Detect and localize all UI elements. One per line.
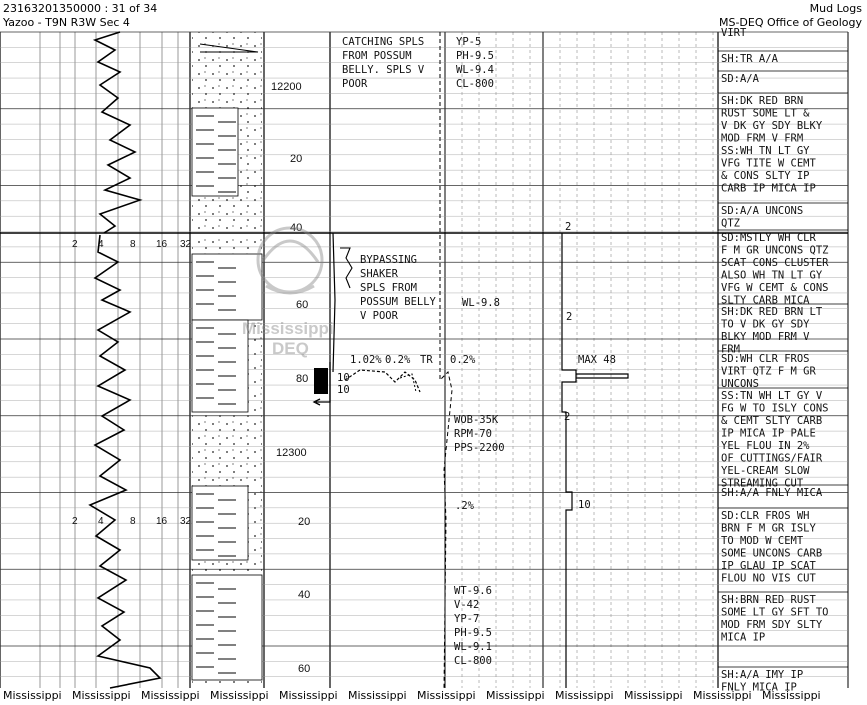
footer-label: Mississippi [417,689,476,702]
description-6-line-6: SLTY CARB MICA [721,294,810,307]
depth-label-5: 80 [296,373,309,385]
description-5-line-1: SD:A/A UNCONS [721,205,804,217]
description-9-line-7: YEL-CREAM SLOW [721,465,810,477]
description-9-line-1: SS:TN WH LT GY V [721,390,823,402]
bypass-squiggle [340,248,352,288]
scale-mid-4: 4 [98,516,104,527]
core-mark-2: 10 [337,384,350,396]
drill-params-1: WOB-35K [454,414,499,426]
description-11-line-6: FLOU NO VIS CUT [721,572,816,585]
description-4-line-3: V DK GY SDY BLKY [721,120,823,132]
gas-reading-3: TR [420,354,433,366]
mud-props-1-2: PH-9.5 [456,50,494,62]
gas-tick-3: 2 [564,411,571,423]
note-bypassing-4: POSSUM BELLY [360,296,436,308]
description-1-line-1: VIRT [721,27,747,39]
description-4-line-4: MOD FRM V FRM [721,132,804,145]
gas-reading-2: 0.2% [385,354,411,366]
mud-props-2: WL-9.8 [462,297,500,309]
description-8-line-1: SD:WH CLR FROS [721,353,810,365]
scale-top-16: 16 [156,239,168,250]
footer-label: Mississippi [72,689,131,702]
location-label: Yazoo - T9N R3W Sec 4 [3,16,130,29]
description-6-line-1: SD:MSTLY WH CLR [721,232,816,244]
description-11-line-1: SD:CLR FROS WH [721,510,810,522]
drill-params-3: PPS-2200 [454,442,505,454]
description-7-line-3: BLKY MOD FRM V [721,331,810,343]
description-11-line-3: TO MOD W CEMT [721,535,804,547]
rop-trace-lower [90,235,160,688]
description-4-line-6: VFG TITE W CEMT [721,157,816,170]
depth-label-4: 60 [296,299,309,311]
description-7-line-4: FRM [721,343,740,356]
watermark-seal [258,228,322,292]
mud-props-3-5: WL-9.1 [454,641,492,653]
depth-label-7: 20 [298,516,311,528]
description-6-line-2: F M GR UNCONS QTZ [721,244,829,257]
footer-label: Mississippi [486,689,545,702]
lithology-column [192,32,262,683]
description-8-line-2: VIRT QTZ F M GR [721,365,816,378]
gas-reading-4: 0.2% [450,354,476,366]
log-annotations [72,27,829,694]
scale-mid-32: 32 [180,516,192,527]
description-13-line-1: SH:A/A IMY IP [721,669,804,681]
note-bypassing-5: V POOR [360,310,398,322]
scale-mid-16: 16 [156,516,168,527]
description-11-line-4: SOME UNCONS CARB [721,547,823,560]
description-12-line-4: MICA IP [721,631,766,644]
description-2-line-1: SH:TR A/A [721,53,778,65]
footer-label: Mississippi [279,689,338,702]
description-9-line-6: OF CUTTINGS/FAIR [721,452,823,465]
gas-tick-2: 2 [566,311,573,323]
watermark-seal-arc [262,241,318,262]
mud-props-1-1: YP-5 [456,36,482,48]
watermark-line1: Mississippi [242,319,334,338]
scale-mid-2: 2 [72,516,78,527]
mud-props-3-3: YP-7 [454,613,480,625]
mud-props-1-4: CL-800 [456,78,494,90]
description-11-line-5: IP GLAU IP SCAT [721,560,816,572]
note-catching-1: CATCHING SPLS [342,36,425,48]
watermark-line2: DEQ [272,339,309,358]
description-12-line-1: SH:BRN RED RUST [721,594,816,606]
description-9-line-2: FG W TO ISLY CONS [721,402,829,415]
mud-props-3-6: CL-800 [454,655,492,667]
note-bypassing-3: SPLS FROM [360,282,417,294]
description-5-line-2: QTZ [721,217,740,230]
description-8-line-3: UNCONS [721,378,759,390]
depth-label-8: 40 [298,589,311,601]
footer-row [0,689,867,705]
description-3-line-1: SD:A/A [721,73,759,85]
bypass-bracket [333,233,335,372]
gas-reading-1: 1.02% [350,354,382,366]
footer-label: Mississippi [141,689,200,702]
description-11-line-2: BRN F M GR ISLY [721,522,816,535]
scale-top-8: 8 [130,239,136,250]
depth-label-3: 40 [290,222,303,234]
note-catching-3: BELLY. SPLS V [342,64,425,76]
note-catching-2: FROM POSSUM [342,50,412,62]
gas-show-curve [345,370,420,392]
description-6-line-4: ALSO WH TN LT GY [721,269,823,282]
footer-label: Mississippi [555,689,614,702]
gas-show-curve-2 [400,374,416,392]
depth-label-1: 12200 [271,81,302,93]
doc-type: Mud Logs [809,2,862,15]
description-6-line-5: VFG W CEMT & CONS [721,282,829,294]
rop-trace-upper [95,32,140,233]
description-13-line-2: FNLY MICA IP [721,681,797,694]
description-4-line-8: CARB IP MICA IP [721,182,816,195]
scale-mid-8: 8 [130,516,136,527]
gas-tick-4: 10 [578,499,591,511]
footer-label: Mississippi [624,689,683,702]
description-4-line-5: SS:WH TN LT GY [721,145,810,157]
mud-props-3-4: PH-9.5 [454,627,492,639]
gas-tick-1: 2 [565,221,572,233]
description-6-line-3: SCAT CONS CLUSTER [721,257,829,269]
footer-label: Mississippi [762,689,821,702]
total-gas-trace [562,233,576,688]
footer-label: Mississippi [693,689,752,702]
mud-props-3-1: WT-9.6 [454,585,492,597]
description-9-line-5: YEL FLOU IN 2% [721,440,810,452]
description-9-line-4: IP MICA IP PALE [721,427,816,440]
mud-props-3-2: V-42 [454,599,480,611]
core-marker [314,368,328,394]
note-bypassing-2: SHAKER [360,268,398,280]
footer-label: Mississippi [348,689,407,702]
depth-label-9: 60 [298,663,311,675]
description-4-line-1: SH:DK RED BRN [721,95,804,107]
footer-label: Mississippi [210,689,269,702]
description-9-line-3: & CEMT SLTY CARB [721,415,823,427]
description-7-line-1: SH:DK RED BRN LT [721,306,823,318]
description-12-line-3: MOD FRM SDY SLTY [721,619,823,631]
description-12-line-2: SOME LT GY SFT TO [721,606,829,619]
description-4-line-2: RUST SOME LT & [721,107,810,120]
description-9-line-8: STREAMING CUT [721,477,804,490]
gas-max-spike [576,374,628,378]
core-mark-1: 10 [337,372,350,384]
depth-label-6: 12300 [276,447,307,459]
gas-max-label: MAX 48 [578,354,616,366]
description-10-line-1: SH:A/A FNLY MICA [721,487,823,499]
doc-id: 23163201350000 : 31 of 34 [3,2,158,15]
drill-params-2: RPM-70 [454,428,492,440]
description-7-line-2: TO V DK GY SDY [721,318,810,331]
agency-label: MS-DEQ Office of Geology [718,16,862,29]
scale-top-4: 4 [98,239,104,250]
scale-top-2: 2 [72,239,78,250]
note-bypassing-1: BYPASSING [360,254,417,266]
scale-top-32: 32 [180,239,192,250]
depth-label-2: 20 [290,153,303,165]
gas-reading-low: .2% [455,500,474,512]
mud-props-1-3: WL-9.4 [456,64,494,76]
note-catching-4: POOR [342,78,368,90]
footer-label: Mississippi [3,689,62,702]
description-4-line-7: & CONS SLTY IP [721,170,810,182]
